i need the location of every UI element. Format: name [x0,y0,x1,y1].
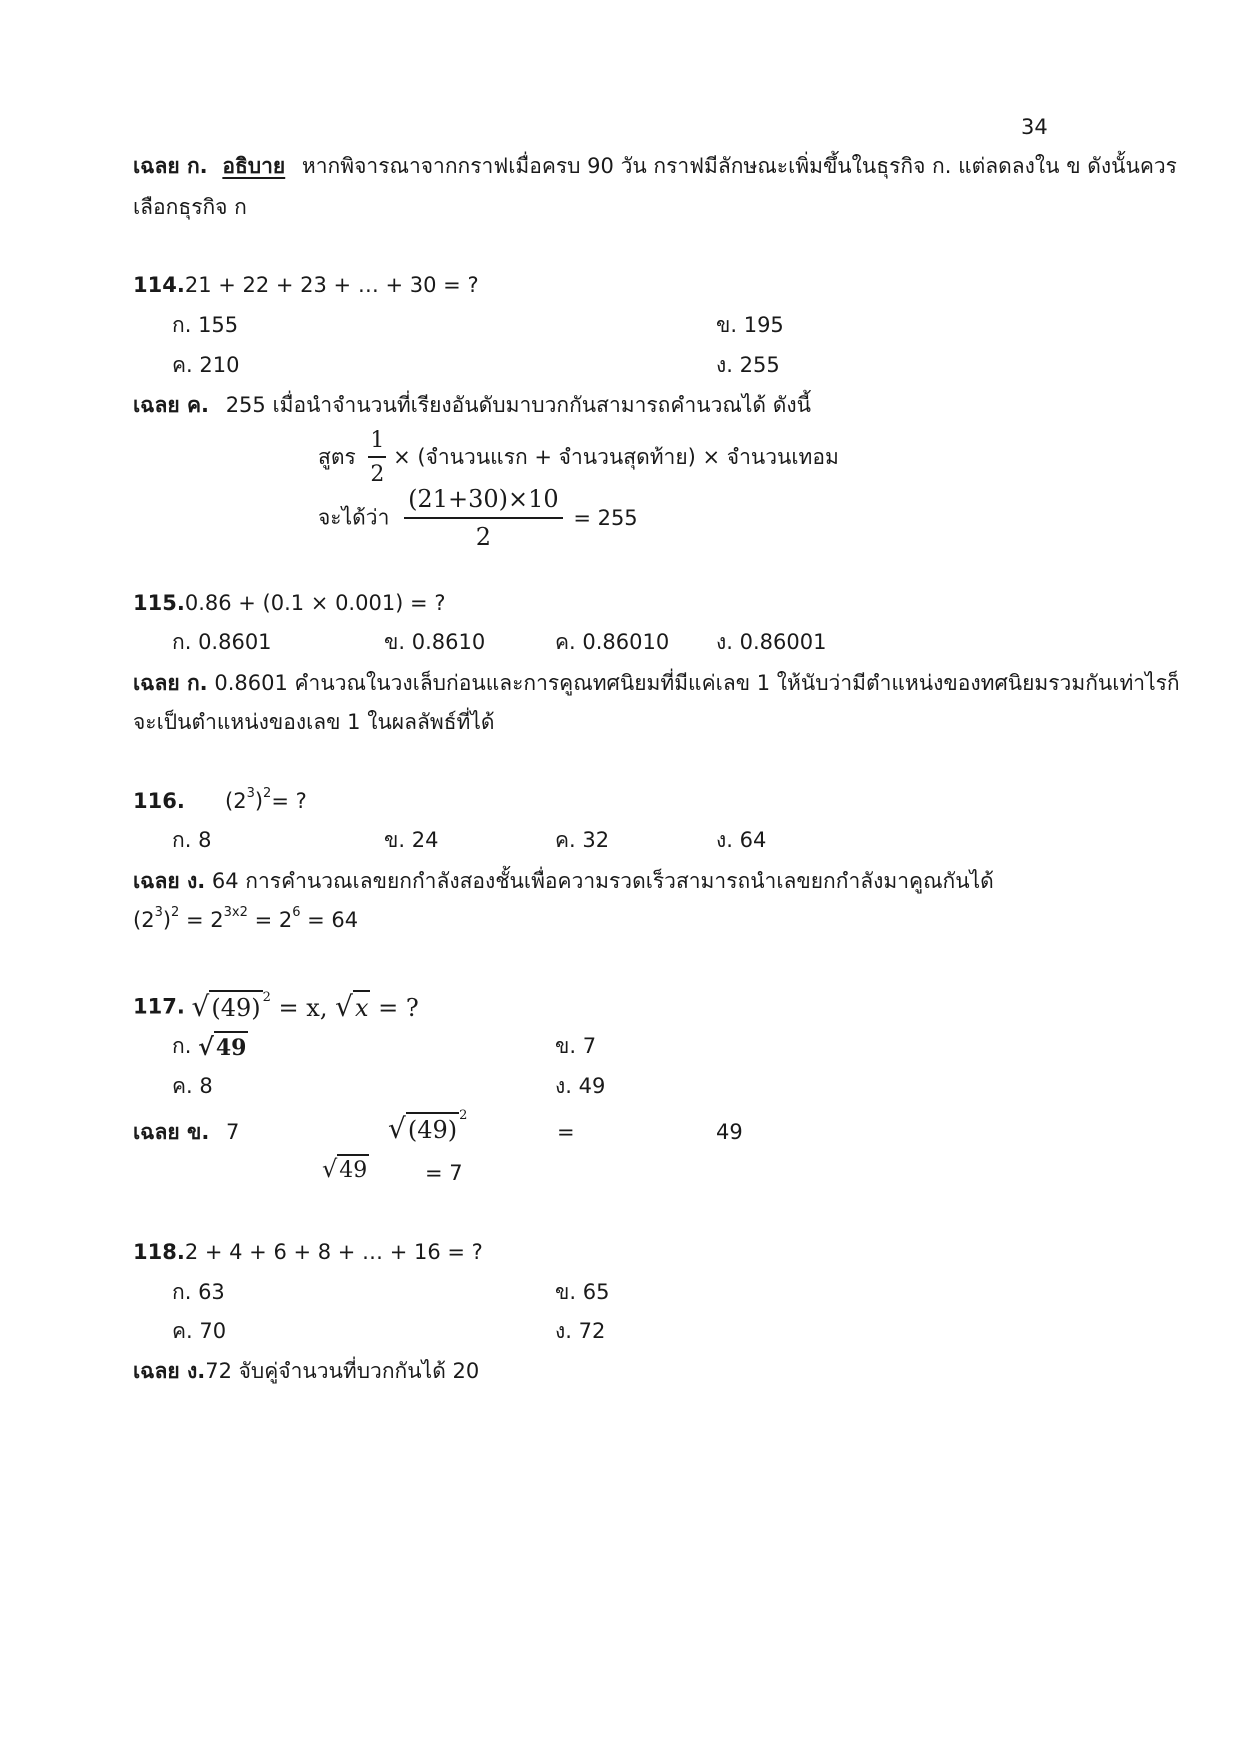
q114-formula [318,428,839,487]
q115-option-d: ง. 0.86001 [716,630,827,654]
q116-calculation: $(2^3)^2 = 2^{3x2} = 2^6 = 64$ [133,905,359,932]
formula-denominator: 2 [370,462,385,487]
q113-answer-line2: เลือกธุรกิจ ก [133,195,247,219]
q117-option-c: ค. 8 [172,1074,213,1098]
q115-option-a: ก. 0.8601 [172,630,272,654]
question-118 [133,1242,483,1263]
formula-numerator: 1 [368,428,386,458]
q117-step2-expression: √49 [322,1155,368,1183]
q116-option-c: ค. 32 [555,828,610,852]
q115-answer-line2: จะเป็นตำแหน่งของเลข 1 ในผลลัพธ์ที่ได้ [133,710,495,734]
q114-option-d: ง. 255 [716,353,780,377]
sqrt-expression: √(49) [191,990,261,1023]
answer-text: 72 จับคู่จำนวนที่บวกกันได้ 20 [205,1359,480,1383]
q117-step1-equals: = [557,1120,575,1144]
q116-option-a: ก. 8 [172,828,212,852]
q118-option-c: ค. 70 [172,1319,227,1343]
q116-option-d: ง. 64 [716,828,767,852]
q117-option-a: ก. √49 [172,1032,247,1061]
q116-option-b: ข. 24 [384,828,439,852]
answer-text: 64 การคำนวณเลขยกกำลังสองชั้นเพื่อความรวดเร็วสามารถนำเลขยกกำลังมาคูณกันได้ [211,869,994,893]
answer-text: 0.8601 คำนวณในวงเล็บก่อนและการคูณทศนิยมที่มีแค่เลข 1 ให้นับว่ามีตำแหน่งของทศนิยมรวมกันเท่าไรก็ [214,671,1180,695]
question-116-expression: $(2^3)^2=$ ? [225,786,307,813]
q118-option-d: ง. 72 [555,1319,606,1343]
formula-rest: × (จำนวนแรก + จำนวนสุดท้าย) × จำนวนเทอม [393,445,839,469]
q117-step1-expression: $√(49)^2$ [388,1108,468,1145]
result-prefix: จะได้ว่า [318,505,390,530]
q115-answer-line1 [133,673,1180,694]
answer-label: เฉลย ค. [133,393,209,417]
q117-option-d: ง. 49 [555,1074,606,1098]
question-text: 2 + 4 + 6 + 8 + … + 16 = ? [184,1240,483,1264]
answer-label: เฉลย ง. [133,869,206,893]
q114-option-a: ก. 155 [172,313,239,337]
q117-step2-result: = 7 [425,1161,463,1185]
answer-value: 7 [226,1120,240,1144]
q118-answer [133,1361,479,1382]
question-116-number: 116. [133,789,185,813]
question-115 [133,593,445,614]
question-number: 118. [133,1240,185,1264]
question-text: 21 + 22 + 23 + … + 30 = ? [184,273,479,297]
answer-text: หากพิจารณาจากกราฟเมื่อครบ 90 วัน กราฟมีลักษณะเพิ่มขึ้นในธุรกิจ ก. แต่ลดลงใน ข ดังนั้นควร [301,154,1177,178]
sqrt-49: √49 [198,1032,247,1061]
q117-answer [133,1122,239,1143]
result-fraction [404,485,563,551]
question-text: 0.86 + (0.1 × 0.001) = ? [184,591,446,615]
q115-option-b: ข. 0.8610 [384,630,486,654]
q114-option-b: ข. 195 [716,313,784,337]
result-numerator: (21+30)×10 [404,485,563,519]
formula-fraction [368,428,386,487]
q117-option-b: ข. 7 [555,1034,597,1058]
answer-label: เฉลย ก. [133,671,208,695]
question-number: 117. [133,994,185,1019]
q118-option-a: ก. 63 [172,1280,225,1304]
q115-option-c: ค. 0.86010 [555,630,670,654]
explain-label: อธิบาย [222,154,286,178]
result-denominator: 2 [475,523,491,551]
answer-text: 255 เมื่อนำจำนวนที่เรียงอันดับมาบวกกันสามารถคำนวณได้ ดังนี้ [225,393,811,417]
formula-prefix: สูตร [318,445,356,469]
q113-answer-line1 [133,156,1177,177]
answer-label: เฉลย ง. [133,1359,206,1383]
answer-label: เฉลย ข. [133,1120,210,1144]
question-117 [133,990,419,1023]
result-value: = 255 [573,506,638,530]
q117-step1-result: 49 [716,1120,743,1144]
q118-option-b: ข. 65 [555,1280,610,1304]
question-number: 114. [133,273,185,297]
question-expression: √(49) $^2$ = x, √x = ? [191,989,419,1023]
sqrt-x: √x [335,990,369,1023]
q114-result [318,485,638,551]
answer-label: เฉลย ก. [133,154,208,178]
question-114 [133,275,479,296]
question-number: 115. [133,591,185,615]
page-number: 34 [1021,115,1048,139]
q114-option-c: ค. 210 [172,353,240,377]
q116-answer [133,871,994,892]
q114-answer [133,395,811,416]
